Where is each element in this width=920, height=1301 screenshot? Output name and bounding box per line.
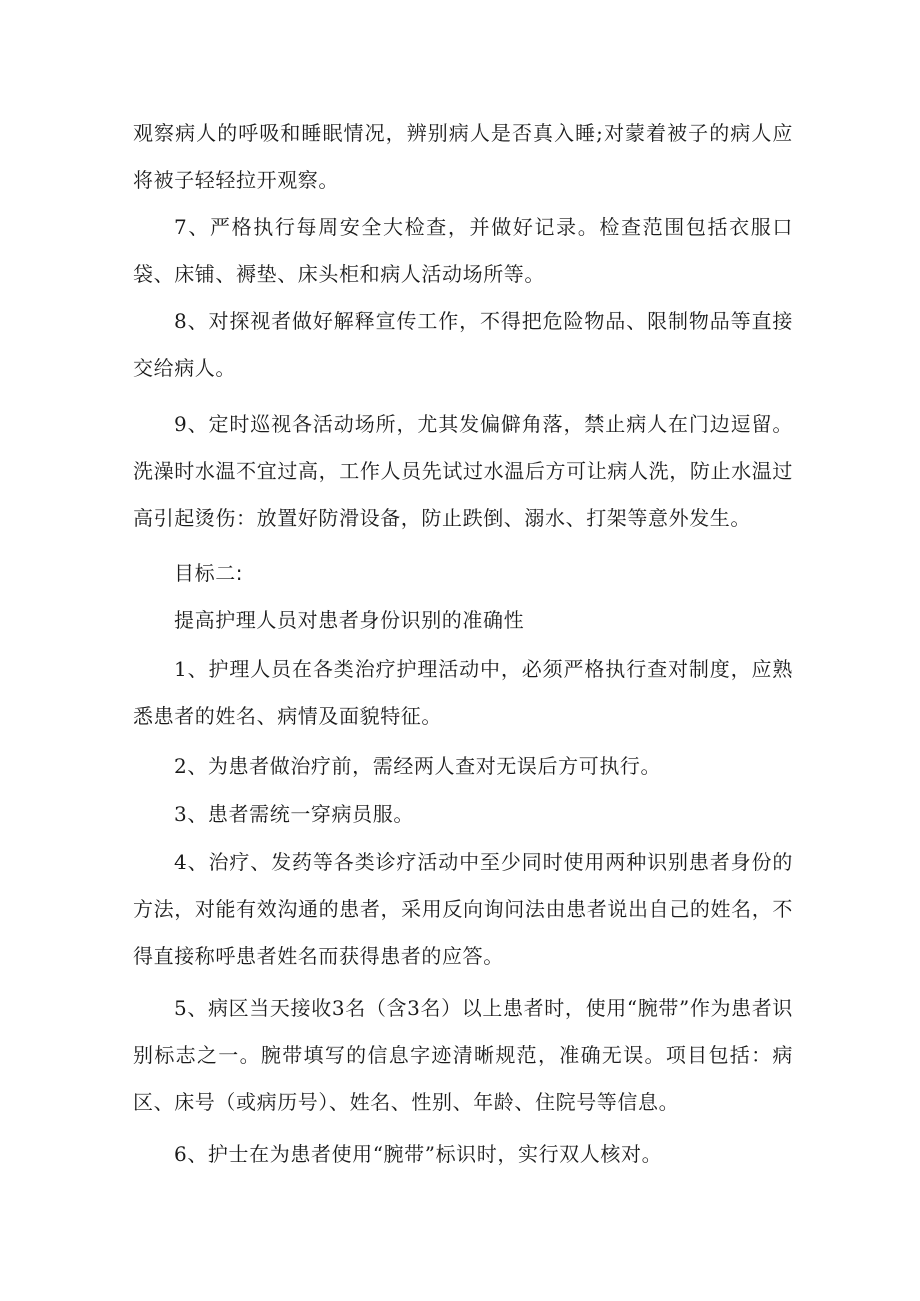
paragraph-item-2: 2、为患者做治疗前，需经两人查对无误后方可执行。 [174,754,662,778]
paragraph-item-1: 1、护理人员在各类治疗护理活动中，必须严格执行查对制度，应熟悉患者的姓名、病情及面貌特征。 [133,657,793,728]
paragraph-item-3: 3、患者需统一穿病员服。 [174,802,414,826]
paragraph-item-4: 4、治疗、发药等各类诊疗活动中至少同时使用两种识别患者身份的方法，对能有效沟通的患者，采用反向询问法由患者说出自己的姓名，不得直接称呼患者姓名而获得患者的应答。 [133,850,793,968]
paragraph-observation: 观察病人的呼吸和睡眠情况，辨别病人是否真入睡;对蒙着被子的病人应将被子轻轻拉开观察。 [133,121,793,192]
paragraph-item-9: 9、定时巡视各活动场所，尤其发偏僻角落，禁止病人在门边逗留。洗澡时水温不宜过高，工作人员先试过水温后方可让病人洗，防止水温过高引起烫伤：放置好防滑设备，防止跌倒、溺水、打架等意外发生。 [133,412,793,530]
paragraph-item-5: 5、病区当天接收3名（含3名）以上患者时，使用“腕带”作为患者识别标志之一。腕带填写的信息字迹清晰规范，准确无误。项目包括：病区、床号（或病历号）、姓名、性别、年龄、住院号等信息。 [133,996,793,1114]
paragraph-item-6: 6、护士在为患者使用“腕带”标识时，实行双人核对。 [174,1142,663,1166]
section-subtitle: 提高护理人员对患者身份识别的准确性 [174,608,525,632]
paragraph-item-8: 8、对探视者做好解释宣传工作，不得把危险物品、限制物品等直接交给病人。 [133,309,793,380]
section-heading-goal-two: 目标二: [174,561,244,585]
paragraph-item-7: 7、严格执行每周安全大检查，并做好记录。检查范围包括衣服口袋、床铺、褥垫、床头柜和病人活动场所等。 [133,215,793,286]
